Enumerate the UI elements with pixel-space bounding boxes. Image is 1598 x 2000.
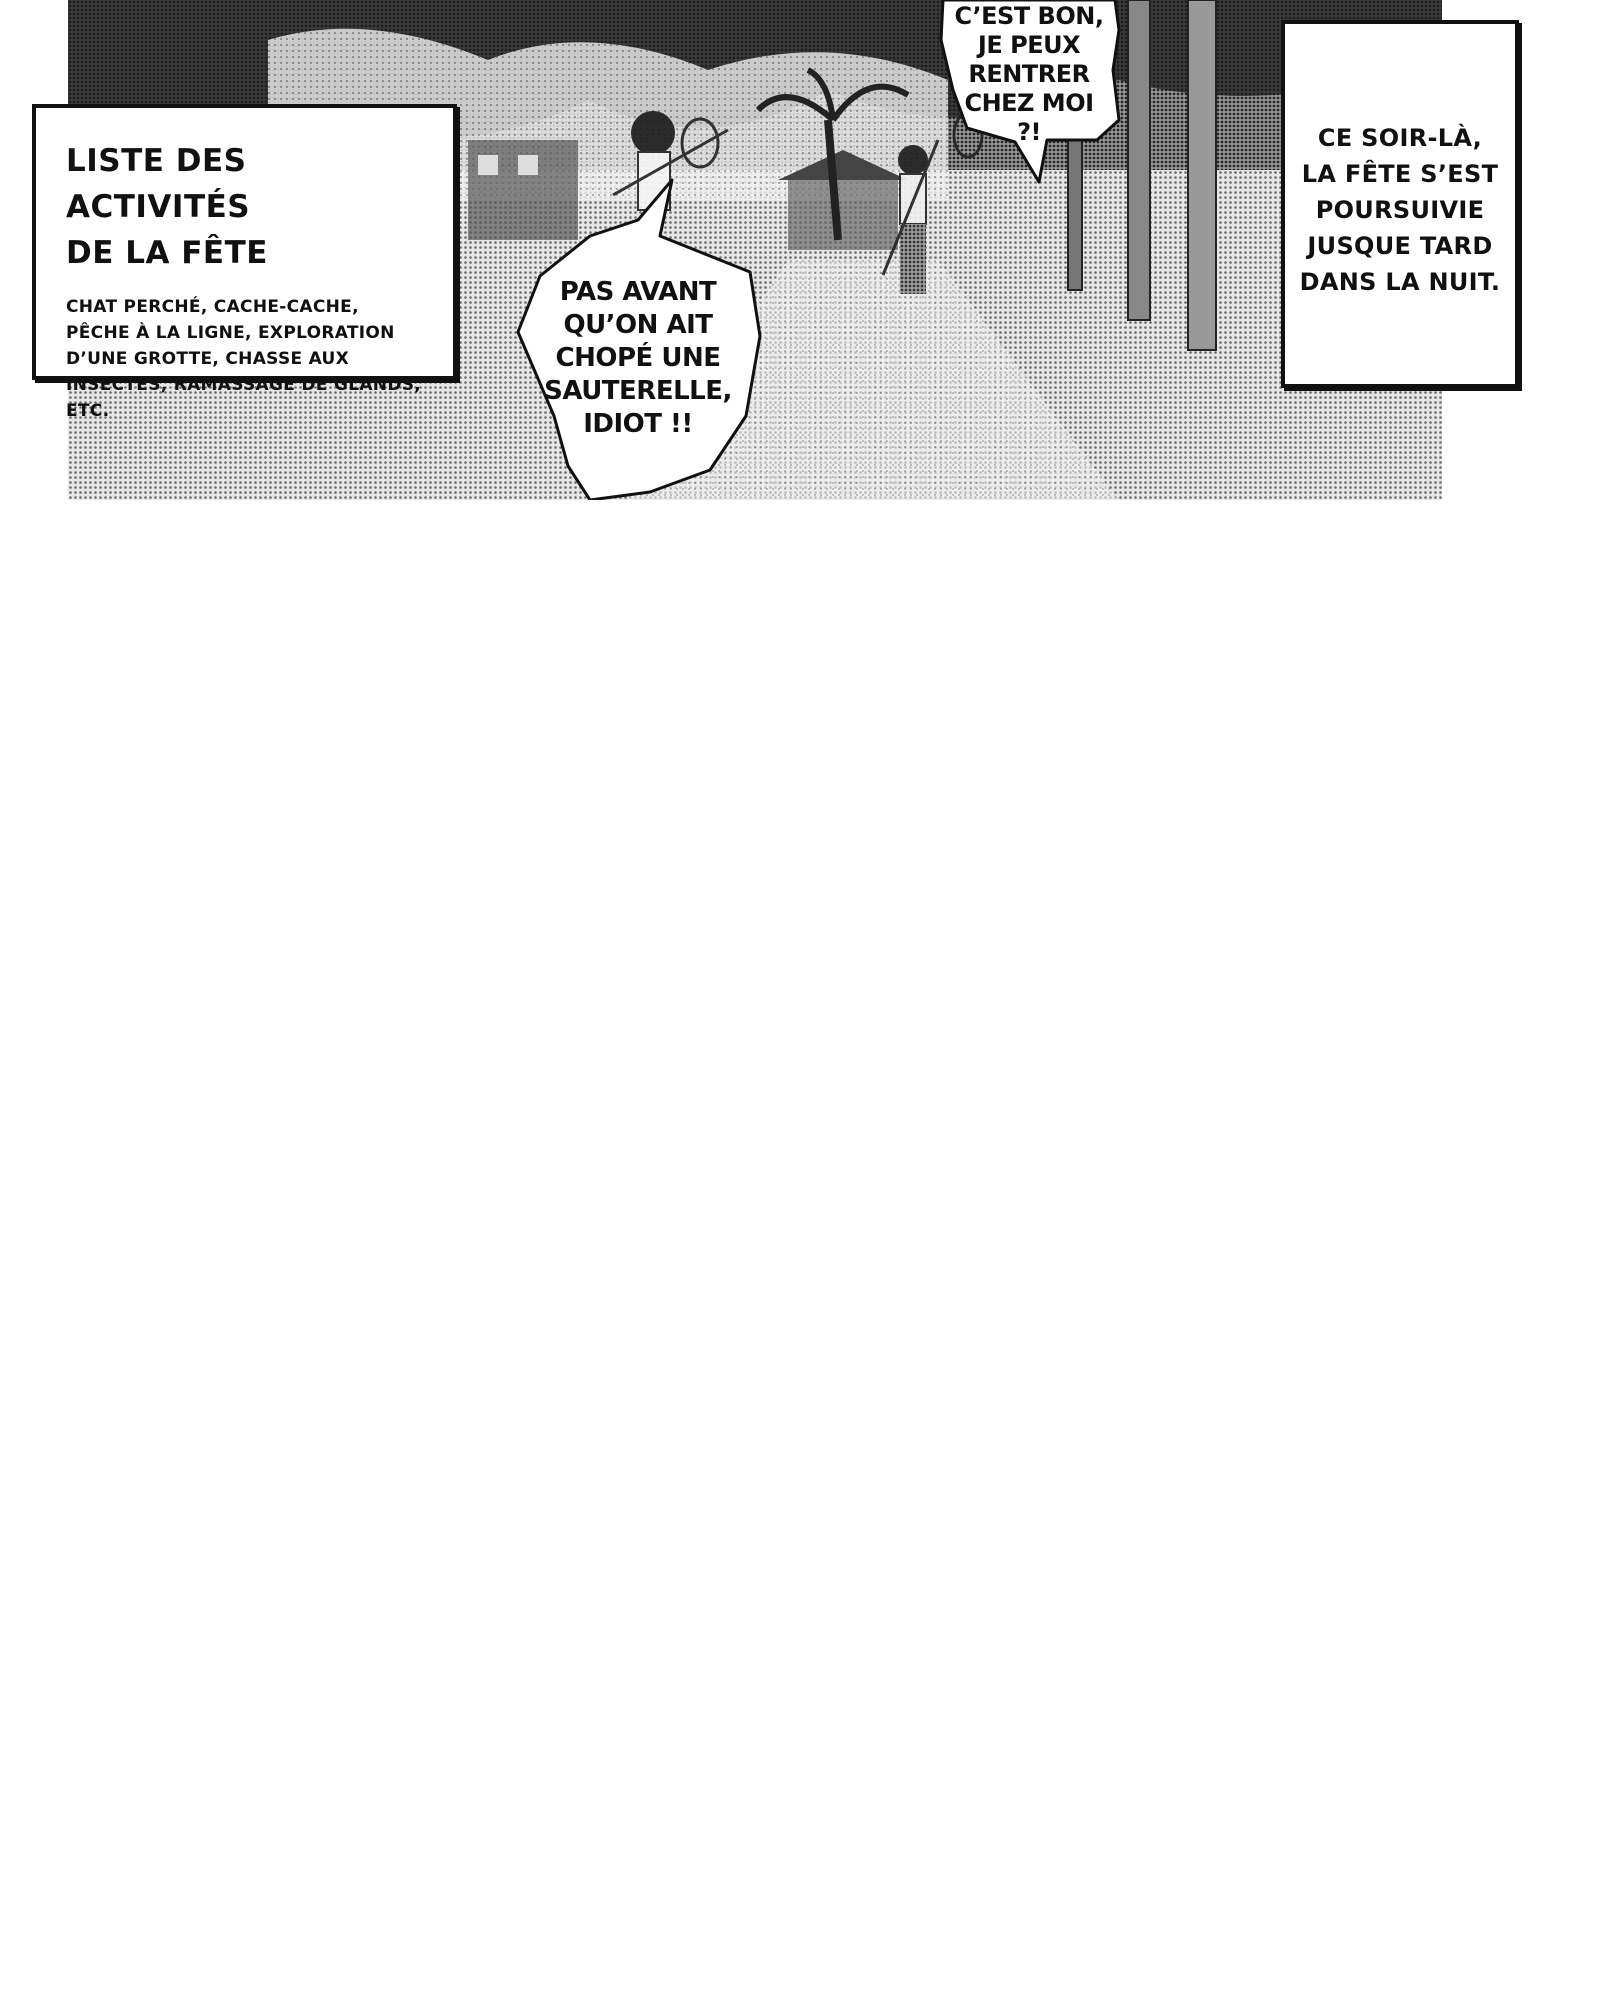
pillar — [1128, 0, 1150, 320]
bubble-line: SAUTERELLE, — [544, 376, 732, 406]
narration-line: LA FÊTE S’EST — [1301, 160, 1499, 188]
bubble-line: PAS AVANT — [559, 277, 717, 307]
activities-caption-title — [66, 138, 425, 276]
pillar — [1188, 0, 1216, 350]
narration-caption-text — [1295, 120, 1505, 300]
speech-bubble-top-text — [937, 2, 1121, 147]
narration-line: DANS LA NUIT. — [1299, 268, 1501, 296]
activities-title-line: LISTE DES ACTIVITÉS — [66, 143, 251, 225]
speech-bubble-middle — [510, 176, 766, 500]
playhouse — [788, 175, 898, 250]
bubble-line: QU’ON AIT — [563, 310, 713, 340]
narration-line: JUSQUE TARD — [1307, 232, 1493, 260]
narration-line: CE SOIR-LÀ, — [1317, 124, 1483, 152]
bubble-line: JE PEUX — [977, 31, 1081, 59]
bubble-line: CHEZ MOI — [964, 89, 1094, 117]
bubble-line: RENTRER — [968, 60, 1090, 88]
bubble-line: ?! — [1017, 118, 1041, 146]
activities-caption-body: CHAT PERCHÉ, CACHE-CACHE, PÊCHE À LA LIGNE, EXPLORATION D’UNE GROTTE, CHASSE AUX INSECTES, RAMASSAGE DE GLANDS, ETC. — [66, 297, 422, 421]
bubble-line: CHOPÉ UNE — [555, 343, 721, 373]
speech-bubble-middle-text — [510, 276, 766, 441]
narration-caption-box — [1281, 20, 1519, 388]
bubble-line: IDIOT !! — [583, 409, 693, 439]
activities-caption-box — [32, 104, 457, 421]
bubble-line: C’EST BON, — [954, 2, 1104, 30]
activities-title-line: DE LA FÊTE — [66, 235, 268, 271]
speech-bubble-top — [937, 0, 1121, 186]
narration-line: POURSUIVIE — [1315, 196, 1485, 224]
